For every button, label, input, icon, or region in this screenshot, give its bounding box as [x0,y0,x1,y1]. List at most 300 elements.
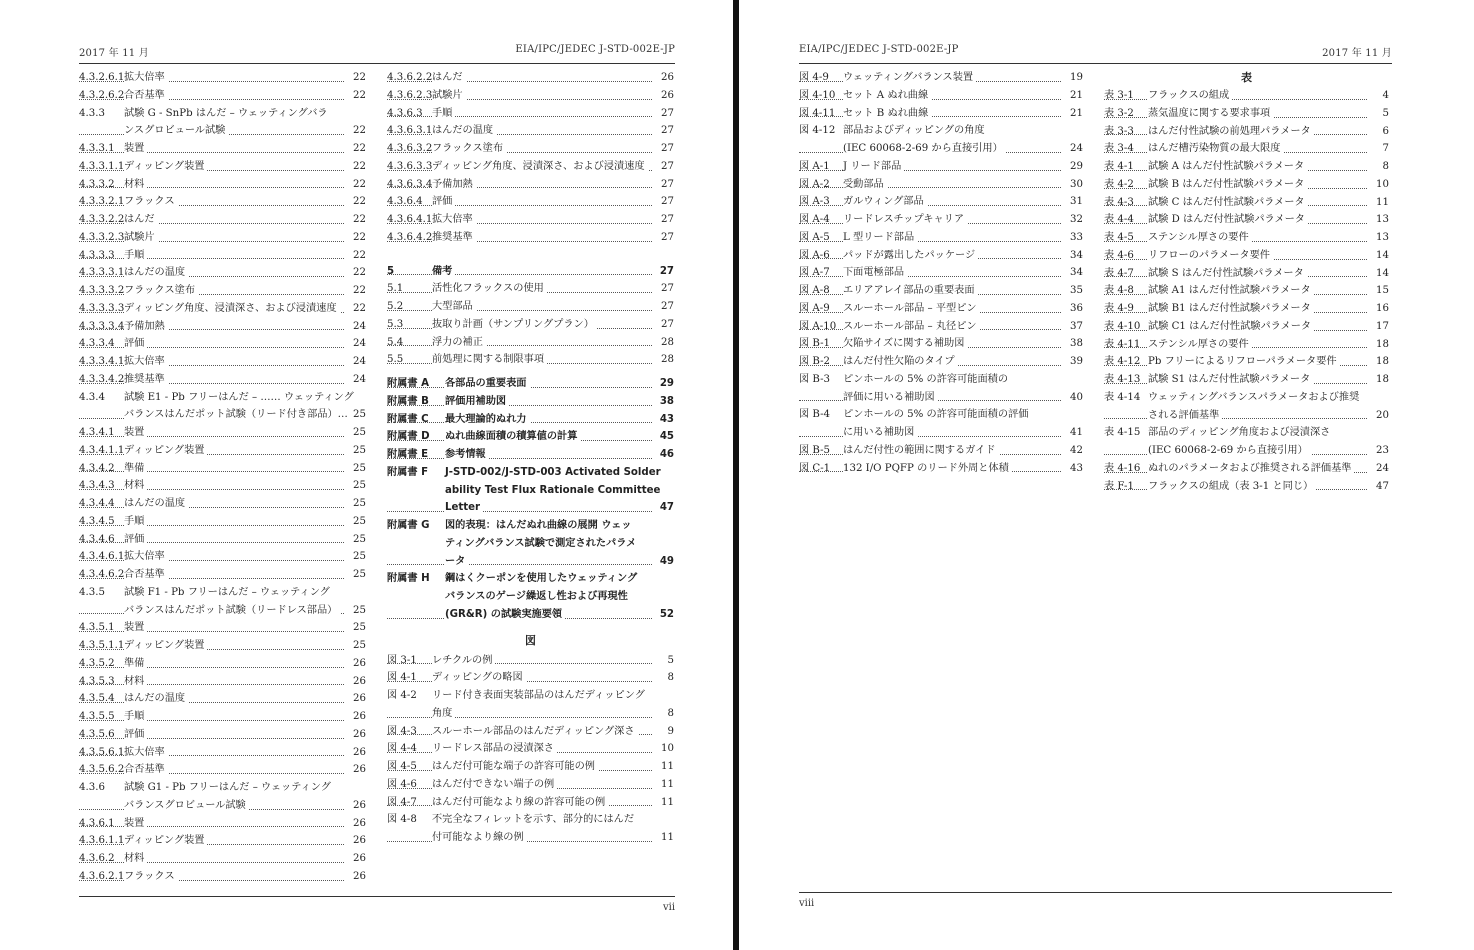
toc-entry-page: 22 [351,193,366,211]
toc-entry[interactable] [387,122,674,140]
toc-entry-page: 10 [1374,176,1389,194]
toc-entry-page: 14 [1374,247,1389,265]
toc-entry-number: 4.3.6 [79,779,108,797]
toc-entry-title: 備考 [432,263,455,281]
toc-entry-title: 蒸気温度に関する要求事項 [1148,105,1273,123]
toc-entry-number: 図 4-11 [799,105,838,123]
toc-entry-number: 附属書 F [387,464,431,482]
toc-entry-number: 表 4-14 [1104,389,1143,407]
toc-entry-page: 43 [658,411,674,429]
toc-entry-title: 評価 [432,193,455,211]
toc-entry[interactable] [79,690,366,708]
toc-entry[interactable] [79,655,366,673]
page-number: vii [663,902,676,913]
toc-entry-page: 9 [666,723,674,741]
toc-entry[interactable] [79,602,366,620]
toc-entry[interactable] [387,723,674,741]
toc-entry[interactable] [799,335,1083,353]
toc-entry-title: 評価 [124,335,147,353]
toc-entry[interactable] [79,619,366,637]
toc-entry-page: 22 [351,264,366,282]
toc-entry-number: 4.3.6.1 [79,815,118,833]
toc-entry[interactable] [1104,87,1389,105]
toc-entry-page: 26 [351,797,366,815]
toc-entry[interactable] [1104,211,1389,229]
toc-entry-page: 34 [1068,247,1083,265]
toc-entry[interactable] [79,371,366,389]
toc-entry-page: 25 [351,602,366,620]
toc-entry[interactable] [79,211,366,229]
toc-entry[interactable] [799,211,1083,229]
toc-entry[interactable] [799,158,1083,176]
toc-entry-number: 表 4-9 [1104,300,1137,318]
toc-entry[interactable] [1104,247,1389,265]
toc-entry[interactable] [1104,442,1389,460]
toc-entry-page: 20 [1374,407,1389,425]
toc-entry-title: はんだの温度 [124,690,188,708]
toc-entry-page: 28 [659,334,674,352]
toc-figures [387,652,674,847]
toc-entry-page: 26 [659,69,674,87]
toc-entry-number: 4.3.4.1 [79,424,118,442]
toc-entry-title: 最大理論的ぬれ力 [445,411,530,429]
toc-entry[interactable] [387,588,674,606]
toc-entry[interactable] [387,176,674,194]
toc-entry[interactable] [387,482,674,500]
toc-entry-number: 図 4-10 [799,87,838,105]
toc-entry-number: 4.3.3.2.2 [79,211,127,229]
toc-entry[interactable] [387,446,674,464]
toc-entry-number: 図 A-5 [799,229,833,247]
toc-entry-page: 25 [351,424,366,442]
toc-entry-number: 表 4-5 [1104,229,1137,247]
toc-entry-page: 26 [351,708,366,726]
toc-entry[interactable] [387,411,674,429]
toc-entry[interactable] [79,406,366,424]
toc-entry-title: スルーホール部品 – 平型ピン [843,300,980,318]
toc-entry[interactable] [387,740,674,758]
toc-entry-page: 27 [659,176,674,194]
toc-entry[interactable] [79,566,366,584]
toc-entry-title: 不完全なフィレットを示す、部分的にはんだ [432,811,637,829]
toc-entry-title: フラックスの組成（表 3-1 と同じ） [1148,478,1316,496]
toc-entry-page: 22 [351,140,366,158]
toc-entry-page: 21 [1068,105,1083,123]
toc-entry-title: リードレスチップキャリア [843,211,967,229]
toc-entry-title: フラックス塗布 [124,282,198,300]
toc-entry[interactable] [79,460,366,478]
toc-entry[interactable] [387,517,674,535]
toc-entry-title: 各部品の重要表面 [445,375,530,393]
toc-entry[interactable] [799,140,1083,158]
toc-entry-title: 推奨基準 [432,229,476,247]
toc-entry-title: バランスグロビュール試験 [124,797,249,815]
toc-entry-title: はんだ [432,69,466,87]
toc-entry[interactable] [387,687,674,705]
toc-entry[interactable] [387,393,674,411]
toc-entry-number: 附属書 A [387,375,432,393]
toc-entry[interactable] [1104,336,1389,354]
toc-entry[interactable] [79,229,366,247]
toc-entry[interactable] [387,263,674,281]
toc-entry[interactable] [799,122,1083,140]
toc-column-1 [79,69,366,886]
toc-entry-title: 角度 [432,705,455,723]
header-doc-id: EIA/IPC/JEDEC J-STD-002E-JP [515,44,675,55]
toc-entry[interactable] [387,375,674,393]
toc-entry-number: 4.3.5.6 [79,726,118,744]
toc-entry-title: 試験 D はんだ付性試験パラメータ [1148,211,1308,229]
toc-entry[interactable] [387,334,674,352]
toc-entry-title: リード付き表面実装部品のはんだディッピング [432,687,648,705]
toc-entry-number: 5.5 [387,351,406,369]
toc-entry[interactable] [387,105,674,123]
toc-entry-page: 26 [351,832,366,850]
toc-entry[interactable] [1104,140,1389,158]
toc-entry-page: 22 [351,176,366,194]
toc-entry[interactable] [387,553,674,571]
toc-entry-number: 4.3.3.3.3 [79,300,127,318]
toc-entry-number: 4.3.6.4.1 [387,211,435,229]
toc-entry-page: 22 [351,122,366,140]
toc-entry-page: 25 [351,477,366,495]
toc-entry[interactable] [79,850,366,868]
toc-entry[interactable] [387,428,674,446]
toc-entry[interactable] [799,389,1083,407]
toc-entry-number: 図 A-2 [799,176,833,194]
toc-entry-page: 8 [666,669,674,687]
toc-entry[interactable] [387,776,674,794]
toc-entry[interactable] [79,779,366,797]
toc-entry[interactable] [387,351,674,369]
toc-appendices [387,375,674,624]
toc-entry-title: 評価 [124,726,147,744]
toc-entry-title: 鋼はくクーポンを使用したウェッティング [445,570,640,588]
toc-entry-number: 表 F-1 [1104,478,1137,496]
toc-entry[interactable] [79,531,366,549]
toc-entry[interactable] [1104,407,1389,425]
toc-entry[interactable] [799,371,1083,389]
toc-entry-title: 予備加熱 [124,318,168,336]
toc-entry[interactable] [387,811,674,829]
toc-entry[interactable] [79,389,366,407]
toc-entry-title: ティングバランス試験で測定されたパラメ [445,535,639,553]
toc-entry[interactable] [799,264,1083,282]
toc-tables-column [1104,69,1389,495]
toc-entry-page: 40 [1068,389,1083,407]
toc-entry-title: Pb フリーによるリフローパラメータ要件 [1148,353,1340,371]
toc-entry-page: 27 [659,280,674,298]
toc-column-2 [387,69,674,847]
toc-entry[interactable] [79,158,366,176]
toc-entry[interactable] [79,744,366,762]
toc-entry-page: 45 [658,428,674,446]
toc-entry-page: 28 [659,351,674,369]
toc-entry-page: 36 [1068,300,1083,318]
toc-entry[interactable] [1104,424,1389,442]
toc-entry[interactable] [1104,158,1389,176]
toc-entry-number: 図 A-4 [799,211,833,229]
toc-entry[interactable] [79,815,366,833]
toc-entry-title: 評価 [124,531,147,549]
toc-entry[interactable] [79,726,366,744]
toc-entry[interactable] [79,708,366,726]
toc-entry[interactable] [79,761,366,779]
toc-entry-number: 5.1 [387,280,406,298]
toc-entry[interactable] [387,280,674,298]
toc-entry[interactable] [79,353,366,371]
toc-entry-page: 26 [351,690,366,708]
toc-entry-number: 図 4-7 [387,794,420,812]
toc-entry[interactable] [79,176,366,194]
toc-entry-number: 4.3.3.4.1 [79,353,127,371]
toc-entry[interactable] [387,758,674,776]
right-page [739,0,1474,950]
toc-entry[interactable] [79,122,366,140]
toc-entry[interactable] [1104,105,1389,123]
toc-entry[interactable] [387,316,674,334]
toc-entry[interactable] [799,460,1083,478]
toc-entry-number: 図 A-8 [799,282,833,300]
toc-entry[interactable] [799,406,1083,424]
toc-entry-number: 4.3.4.4 [79,495,118,513]
toc-entry-number: 4.3.2.6.1 [79,69,127,87]
toc-entry-page: 11 [659,776,674,794]
toc-entry[interactable] [79,637,366,655]
toc-entry-title: ステンシル厚さの要件 [1148,336,1252,354]
toc-entry-title: 試験 C はんだ付性試験パラメータ [1148,194,1308,212]
toc-entry[interactable] [79,247,366,265]
toc-entry[interactable] [387,298,674,316]
toc-entry-number: 表 4-10 [1104,318,1143,336]
toc-entry[interactable] [387,535,674,553]
toc-entry-page: 34 [1068,264,1083,282]
toc-entry-title: 部品およびディッピングの角度 [843,122,988,140]
toc-entry[interactable] [79,335,366,353]
toc-entry-page: 27 [659,211,674,229]
toc-entry-number: 4.3.3.4 [79,335,118,353]
toc-entry-title: 評価用補助図 [445,393,509,411]
toc-entry[interactable] [79,868,366,886]
toc-entry-number: 4.3.6.3 [387,105,426,123]
toc-entry-page: 6 [1381,123,1389,141]
toc-entry[interactable] [387,229,674,247]
toc-entry-number: 表 4-8 [1104,282,1137,300]
toc-entry-number: 図 4-1 [387,669,420,687]
toc-entry[interactable] [79,318,366,336]
toc-entry-number: 4.3.4.6.2 [79,566,127,584]
toc-entry-number: 4.3.3 [79,105,108,123]
toc-entry[interactable] [79,495,366,513]
toc-entry[interactable] [1104,229,1389,247]
toc-entry[interactable] [1104,318,1389,336]
toc-entry[interactable] [799,105,1083,123]
toc-entry-title: ピンホールの 5% の許容可能面積の [843,371,1011,389]
toc-entry-title: ability Test Flux Rationale Committee [445,482,663,500]
toc-entry[interactable] [79,673,366,691]
toc-entry-number: 4.3.4.6 [79,531,118,549]
toc-entry[interactable] [79,797,366,815]
toc-entry-title: される評価基準 [1148,407,1222,425]
toc-entry-page: 10 [659,740,674,758]
toc-entry-title: ディッピングの略図 [432,669,526,687]
toc-entry-title: エリアアレイ部品の重要表面 [843,282,978,300]
toc-entry[interactable] [79,548,366,566]
toc-entry-title: J リード部品 [843,158,904,176]
toc-entry-page: 25 [351,637,366,655]
toc-entry[interactable] [799,282,1083,300]
toc-entry-title: 拡大倍率 [124,69,168,87]
toc-entry-page: 25 [351,495,366,513]
toc-entry-page: 41 [1068,424,1083,442]
toc-entry[interactable] [387,158,674,176]
toc-entry-number: 4.3.5.1 [79,619,118,637]
toc-entry-page: 37 [1068,318,1083,336]
toc-entry-number: 図 A-1 [799,158,833,176]
toc-entry[interactable] [387,606,674,624]
toc-entry-title: 試験 G1 - Pb フリーはんだ – ウェッティング [124,779,334,797]
toc-entry-number: 図 A-7 [799,264,833,282]
toc-entry-number: 4.3.6.1.1 [79,832,127,850]
toc-entry[interactable] [1104,353,1389,371]
toc-entry[interactable] [799,87,1083,105]
toc-entry-title: (GR&R) の試験実施要領 [445,606,565,624]
toc-entry-title: はんだ [124,211,158,229]
toc-entry[interactable] [1104,460,1389,478]
toc-entry-page: 29 [1068,158,1083,176]
toc-entry[interactable] [1104,123,1389,141]
toc-entry-number: 4.3.5.2 [79,655,118,673]
toc-entry-title: リフローのパラメータ要件 [1148,247,1273,265]
toc-entry[interactable] [1104,478,1389,496]
toc-entry[interactable] [1104,194,1389,212]
toc-entry-page: 24 [1068,140,1083,158]
toc-entry[interactable] [79,282,366,300]
toc-entry[interactable] [79,424,366,442]
toc-entry-page: 27 [659,158,674,176]
toc-entry-number: 表 4-3 [1104,194,1137,212]
toc-entry[interactable] [387,140,674,158]
toc-entry[interactable] [387,570,674,588]
toc-entry-title: 試験片 [432,87,466,105]
toc-entry[interactable] [387,705,674,723]
toc-entry[interactable] [387,499,674,517]
toc-entry[interactable] [79,477,366,495]
toc-entry-number: 4.3.5 [79,584,108,602]
toc-entry[interactable] [79,105,366,123]
toc-entry[interactable] [79,300,366,318]
toc-entry[interactable] [387,211,674,229]
toc-entry[interactable] [799,353,1083,371]
toc-entry-number: 4.3.4 [79,389,108,407]
toc-entry[interactable] [799,318,1083,336]
toc-entry[interactable] [79,193,366,211]
toc-entry[interactable] [799,229,1083,247]
toc-entry[interactable] [799,69,1083,87]
toc-entry[interactable] [387,193,674,211]
toc-entry-number: 附属書 H [387,570,433,588]
toc-entry-page: 25 [351,513,366,531]
toc-entry-page: 11 [659,829,674,847]
toc-entry-number: 4.3.4.2 [79,460,118,478]
toc-entry[interactable] [387,669,674,687]
toc-entry-number: 4.3.6.2.1 [79,868,127,886]
toc-entry[interactable] [387,829,674,847]
toc-entry-title: ディッピング装置 [124,158,207,176]
toc-entry-page: 24 [351,335,366,353]
toc-entry[interactable] [1104,265,1389,283]
toc-entry[interactable] [387,794,674,812]
toc-entry-title: ディッピング装置 [124,832,207,850]
toc-entry-title: ディッピング角度、浸漬深さ、および浸漬速度 [124,300,340,318]
toc-entry-page: 25 [351,442,366,460]
toc-entry-page: 14 [1374,265,1389,283]
toc-entry-page: 22 [351,229,366,247]
toc-entry[interactable] [387,652,674,670]
toc-entry[interactable] [799,442,1083,460]
toc-entry[interactable] [1104,389,1389,407]
toc-entry[interactable] [79,140,366,158]
toc-entry-page: 25 [351,548,366,566]
toc-entry[interactable] [799,193,1083,211]
toc-entry-page: 26 [351,655,366,673]
toc-entry[interactable] [79,584,366,602]
toc-entry-number: 4.3.3.3.2 [79,282,127,300]
toc-entry-page: 25 [351,566,366,584]
toc-entry-title: 拡大倍率 [124,548,168,566]
toc-entry[interactable] [79,513,366,531]
toc-entry-page: 26 [351,850,366,868]
toc-entry-title: 手順 [432,105,455,123]
toc-entry-number: 4.3.4.3 [79,477,118,495]
toc-entry[interactable] [79,69,366,87]
toc-entry-page: 46 [658,446,674,464]
toc-entry[interactable] [1104,176,1389,194]
toc-entry[interactable] [1104,371,1389,389]
toc-entry[interactable] [79,264,366,282]
toc-entry[interactable] [1104,300,1389,318]
toc-entry-title: 試験 S1 はんだ付性試験パラメータ [1148,371,1313,389]
header-rule [799,63,1392,64]
toc-entry[interactable] [79,442,366,460]
toc-entry[interactable] [79,87,366,105]
toc-entry[interactable] [387,69,674,87]
toc-entry-number: 図 A-3 [799,193,833,211]
toc-entry-title: 試験 F1 - Pb フリーはんだ – ウェッティング [124,584,333,602]
toc-entry-title: 拡大倍率 [124,744,168,762]
toc-entry-page: 22 [351,69,366,87]
page-number: viii [799,898,815,909]
toc-entry[interactable] [799,424,1083,442]
toc-entry-page: 25 [351,619,366,637]
toc-entry-title: 試験 G - SnPb はんだ – ウェッティングバラ [124,105,331,123]
toc-entry[interactable] [799,176,1083,194]
toc-entry-page: 26 [351,761,366,779]
toc-entry-number: 表 4-1 [1104,158,1137,176]
toc-entry-title: 装置 [124,140,147,158]
toc-entry[interactable] [387,464,674,482]
toc-entry[interactable] [799,247,1083,265]
toc-entry[interactable] [387,87,674,105]
toc-entry-title: ウェッティングバランス装置 [843,69,976,87]
toc-entry-title: 材料 [124,477,147,495]
toc-entry[interactable] [79,832,366,850]
toc-entry[interactable] [799,300,1083,318]
toc-entry[interactable] [1104,282,1389,300]
toc-entry-title: スルーホール部品のはんだディッピング深さ [432,723,638,741]
toc-entry-page: 17 [1374,318,1389,336]
toc-entry-title: 試験 B1 はんだ付性試験パラメータ [1148,300,1314,318]
